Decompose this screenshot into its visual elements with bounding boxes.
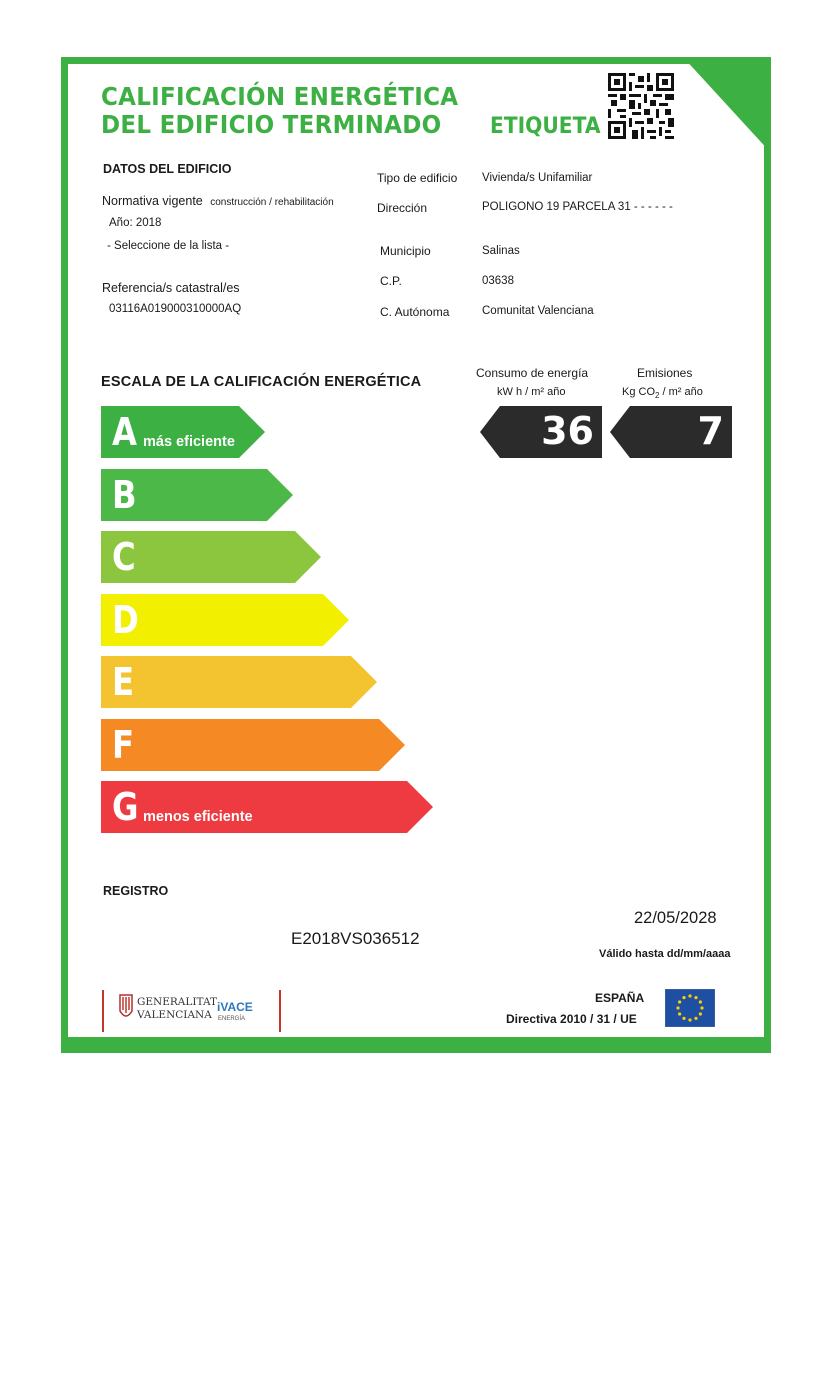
cadastral-value: 03116A019000310000AQ <box>109 303 242 315</box>
eu-star <box>700 1006 703 1009</box>
energy-class-letter: E <box>112 660 135 704</box>
tipo-label: Tipo de edificio <box>377 171 458 185</box>
green-corner-triangle <box>683 57 771 153</box>
emissions-value: 7 <box>697 409 724 453</box>
energy-class-g <box>101 781 433 833</box>
emissions-label: Emisiones <box>637 366 693 380</box>
consumption-label: Consumo de energía <box>476 366 589 380</box>
energy-class-b <box>101 469 293 521</box>
label-word: ETIQUETA <box>490 114 601 139</box>
eu-star <box>699 1012 702 1015</box>
title-line-2: DEL EDIFICIO TERMINADO <box>101 110 442 139</box>
logo-divider-right <box>279 990 281 1032</box>
emissions-unit <box>622 386 703 400</box>
worst-label: menos eficiente <box>143 809 253 825</box>
year-value: Año: 2018 <box>109 217 162 229</box>
eu-star <box>699 1000 702 1003</box>
normativa-label-text: Normativa vigente <box>102 194 203 208</box>
consumption-unit: kW h / m² año <box>497 386 566 398</box>
qr-code-icon <box>608 73 674 139</box>
municipio-label: Municipio <box>380 244 431 258</box>
title-line-1: CALIFICACIÓN ENERGÉTICA <box>101 82 459 111</box>
autonoma-label: C. Autónoma <box>380 305 450 319</box>
energy-class-letter: C <box>112 535 136 579</box>
energy-class-arrow <box>101 719 405 771</box>
energy-class-arrow <box>101 656 377 708</box>
energy-class-letter: B <box>112 472 137 517</box>
registry-label: REGISTRO <box>103 884 169 898</box>
generalitat-logo <box>137 996 217 1022</box>
energy-class-letter: F <box>112 722 135 767</box>
eu-star <box>682 1017 685 1020</box>
generalitat-crest-icon <box>118 993 134 1023</box>
ivace-sub: ENERGÍA <box>218 1016 246 1022</box>
energy-class-arrow <box>101 781 433 833</box>
cadastral-label: Referencia/s catastral/es <box>102 281 240 295</box>
country-label: ESPAÑA <box>595 991 645 1005</box>
energy-class-letter: G <box>112 785 139 829</box>
energy-class-d <box>101 594 349 646</box>
municipio-value: Salinas <box>482 245 520 257</box>
best-label: más eficiente <box>143 434 235 450</box>
autonoma-value: Comunitat Valenciana <box>482 305 594 317</box>
eu-flag-icon <box>665 989 715 1027</box>
normativa-label <box>102 194 334 208</box>
energy-class-a <box>101 406 265 458</box>
consumption-value-box <box>480 406 602 458</box>
generalitat-line2: VALENCIANA <box>137 1009 212 1021</box>
valid-label: Válido hasta dd/mm/aaaa <box>599 948 731 960</box>
eu-star <box>694 1017 697 1020</box>
consumption-value: 36 <box>541 409 594 453</box>
eu-star <box>676 1006 679 1009</box>
emissions-value-box <box>610 406 732 458</box>
ivace-logo: iVACE <box>217 1000 253 1014</box>
eu-star <box>694 996 697 999</box>
direccion-value: POLIGONO 19 PARCELA 31 - - - - - - <box>482 201 673 213</box>
normativa-sub: construcción / rehabilitación <box>210 197 334 208</box>
generalitat-line1: GENERALITAT <box>137 996 217 1008</box>
scale-title: ESCALA DE LA CALIFICACIÓN ENERGÉTICA <box>101 374 422 390</box>
logo-divider-left <box>102 990 104 1032</box>
emissions-unit-pre: Kg CO <box>622 386 656 398</box>
eu-star <box>688 1018 691 1021</box>
building-section-title: DATOS DEL EDIFICIO <box>103 162 232 176</box>
emissions-unit-sub: 2 <box>655 391 660 401</box>
directive-label: Directiva 2010 / 31 / UE <box>506 1012 637 1026</box>
cp-value: 03638 <box>482 275 514 287</box>
select-placeholder: - Seleccione de la lista - <box>107 240 230 252</box>
energy-class-letter: A <box>112 410 138 454</box>
energy-class-f <box>101 719 405 771</box>
emissions-unit-post: / m² año <box>659 386 703 398</box>
registry-number: E2018VS036512 <box>291 929 420 948</box>
eu-star <box>682 996 685 999</box>
cp-label: C.P. <box>380 274 402 288</box>
eu-star <box>678 1012 681 1015</box>
eu-star <box>688 994 691 997</box>
energy-class-c <box>101 531 321 583</box>
energy-class-letter: D <box>112 597 139 642</box>
tipo-value: Vivienda/s Unifamiliar <box>482 172 593 184</box>
valid-date: 22/05/2028 <box>634 909 717 927</box>
direccion-label: Dirección <box>377 201 428 215</box>
eu-star <box>678 1000 681 1003</box>
energy-class-e <box>101 656 377 708</box>
